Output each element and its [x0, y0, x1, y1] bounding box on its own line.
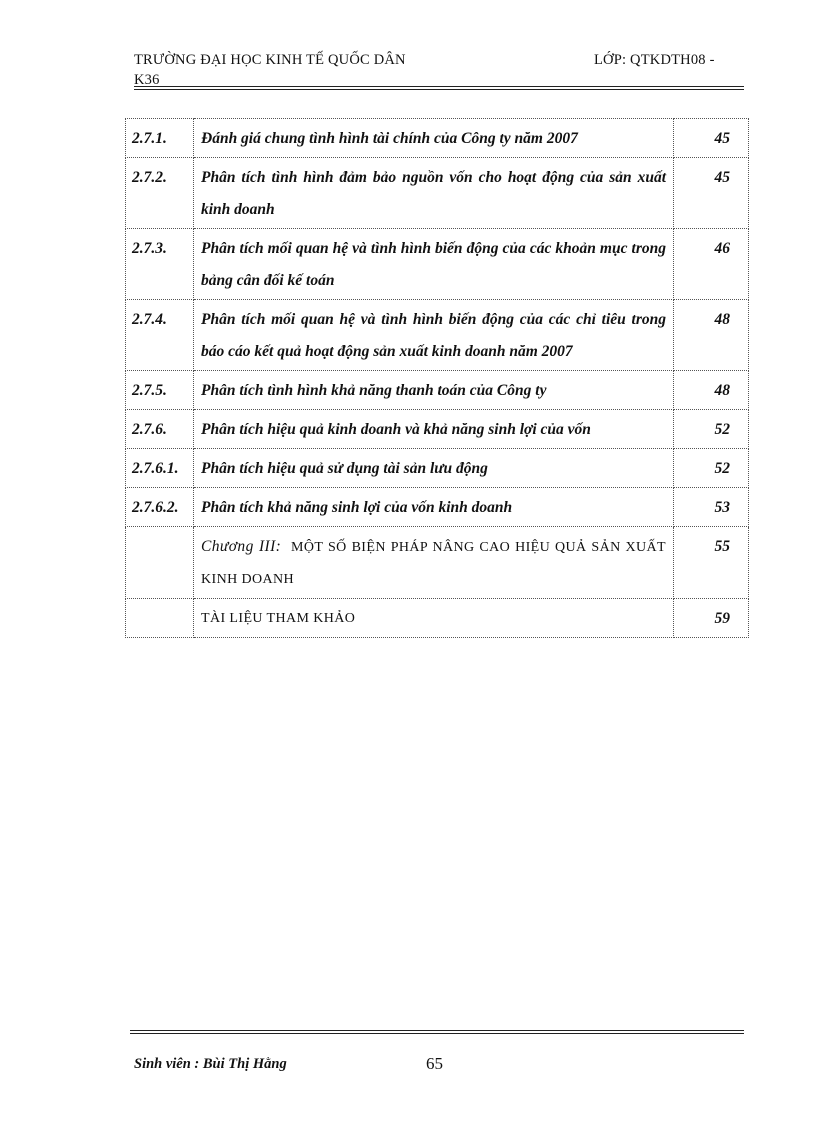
table-row — [126, 449, 749, 488]
chapter-name: MỘT SỐ BIỆN PHÁP NÂNG CAO HIỆU QUẢ SẢN XUẤT KINH DOANH — [201, 540, 666, 587]
class-label: LỚP: QTKDTH08 - — [594, 52, 715, 68]
page-number: 52 — [674, 410, 749, 449]
school-name: TRƯỜNG ĐẠI HỌC KINH TẾ QUỐC DÂN — [134, 52, 406, 68]
page-number: 53 — [674, 488, 749, 527]
section-title: Đánh giá chung tình hình tài chính của Công ty năm 2007 — [194, 119, 674, 158]
page-number: 45 — [674, 119, 749, 158]
table-row — [126, 119, 749, 158]
page-number: 52 — [674, 449, 749, 488]
table-of-contents — [125, 118, 749, 638]
section-number: 2.7.6.2. — [126, 488, 194, 527]
section-title: Phân tích hiệu quả kinh doanh và khả năng sinh lợi của vốn — [194, 410, 674, 449]
chapter-label: Chương III: — [201, 538, 282, 555]
section-number: 2.7.3. — [126, 229, 194, 300]
section-title: Phân tích tình hình đảm bảo nguồn vốn cho hoạt động của sản xuất kinh doanh — [194, 158, 674, 229]
student-name: Sinh viên : Bùi Thị Hằng — [134, 1056, 287, 1072]
page-number: 45 — [674, 158, 749, 229]
table-row — [126, 488, 749, 527]
section-number: 2.7.2. — [126, 158, 194, 229]
section-title: Phân tích tình hình khả năng thanh toán của Công ty — [194, 371, 674, 410]
table-row — [126, 410, 749, 449]
table-row — [126, 300, 749, 371]
section-number: 2.7.6.1. — [126, 449, 194, 488]
page-number: 46 — [674, 229, 749, 300]
page-number: 48 — [674, 300, 749, 371]
section-title: Phân tích mối quan hệ và tình hình biến động của các chỉ tiêu trong báo cáo kết quả hoạt động sản xuất kinh doanh năm 2007 — [194, 300, 674, 371]
section-title: Phân tích khả năng sinh lợi của vốn kinh doanh — [194, 488, 674, 527]
header-rule — [134, 86, 744, 90]
section-number-empty — [126, 527, 194, 599]
section-number: 2.7.4. — [126, 300, 194, 371]
footer-rule — [130, 1030, 744, 1034]
table-row — [126, 158, 749, 229]
class-label-continuation: K36 — [134, 72, 160, 88]
table-row-chapter — [126, 527, 749, 599]
section-number: 2.7.6. — [126, 410, 194, 449]
page-number: 48 — [674, 371, 749, 410]
section-title: Phân tích mối quan hệ và tình hình biến động của các khoản mục trong bảng cân đối kế toán — [194, 229, 674, 300]
references-title: TÀI LIỆU THAM KHẢO — [194, 599, 674, 638]
page-number: 59 — [674, 599, 749, 638]
section-number-empty — [126, 599, 194, 638]
page-number: 55 — [674, 527, 749, 599]
table-row — [126, 229, 749, 300]
section-number: 2.7.1. — [126, 119, 194, 158]
table-row — [126, 371, 749, 410]
section-title: Phân tích hiệu quả sử dụng tài sản lưu động — [194, 449, 674, 488]
chapter-title — [194, 527, 674, 599]
footer-page-number: 65 — [426, 1054, 443, 1073]
table-row-references — [126, 599, 749, 638]
section-number: 2.7.5. — [126, 371, 194, 410]
